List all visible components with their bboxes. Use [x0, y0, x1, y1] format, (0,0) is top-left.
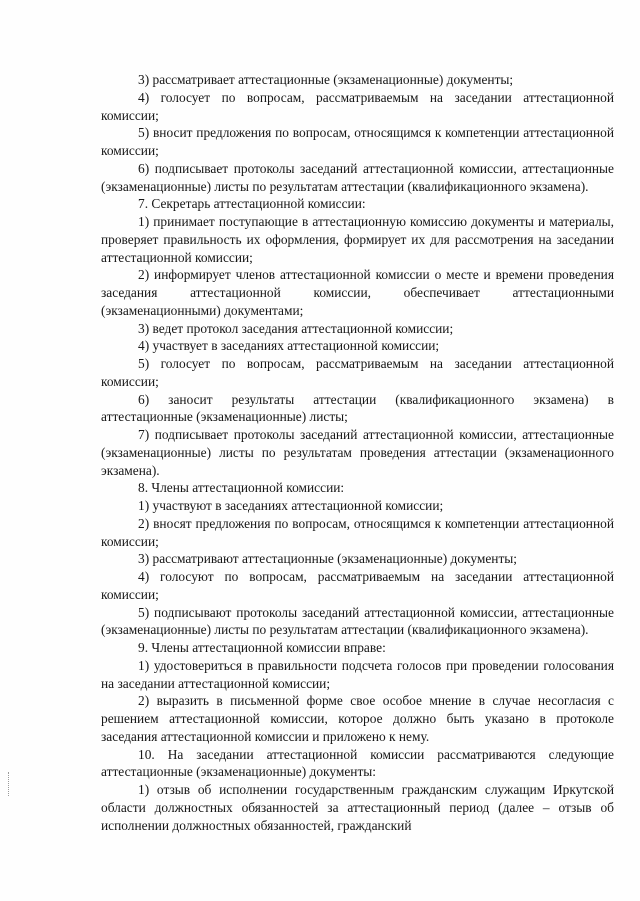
paragraph: 4) участвует в заседаниях аттестационной комиссии; [138, 338, 440, 354]
paragraph: 6) заносит результаты аттестации (квалификационного экзамена) в аттестационные (экзаменационные) листы; [101, 391, 614, 425]
paragraph: 1) принимает поступающие в аттестационную комиссию документы и материалы, проверяет правильность их оформления, формирует их для рассмотрения на заседании аттестационной комиссии; [101, 214, 614, 265]
section-heading: 7. Секретарь аттестационной комиссии: [138, 196, 366, 212]
paragraph: 5) вносит предложения по вопросам, относящимся к компетенции аттестационной комиссии; [101, 125, 614, 158]
document-body [101, 71, 614, 834]
paragraph: 2) выразить в письменной форме свое особое мнение в случае несогласия с решением аттестационной комиссии, которое должно быть указано в протоколе заседания аттестационной комиссии и приложено к нему. [101, 693, 614, 744]
paragraph: 2) информирует членов аттестационной комиссии о месте и времени проведения заседания аттестационной комиссии, обеспечивает аттестационными (экзаменационными) документами; [101, 267, 614, 318]
section-heading: 8. Члены аттестационной комиссии: [138, 480, 345, 496]
paragraph: 1) удостовериться в правильности подсчета голосов при проведении голосования на заседании аттестационной комиссии; [101, 657, 614, 691]
paragraph: 6) подписывает протоколы заседаний аттестационной комиссии, аттестационные (экзаменационные) листы по результатам аттестации (квалификационного экзамена). [101, 160, 614, 194]
paragraph: 2) вносят предложения по вопросам, относящимся к компетенции аттестационной комиссии; [101, 515, 614, 549]
paragraph: 4) голосуют по вопросам, рассматриваемым на заседании аттестационной комиссии; [101, 569, 614, 602]
paragraph: 1) участвуют в заседаниях аттестационной комиссии; [138, 498, 444, 513]
paragraph: 5) голосует по вопросам, рассматриваемым на заседании аттестационной комиссии; [101, 356, 614, 389]
section-heading: 10. На заседании аттестационной комиссии рассматриваются следующие аттестационные (экзаменационные) документы: [101, 746, 614, 780]
scan-margin-mark [8, 772, 10, 796]
paragraph: 1) отзыв об исполнении государственным гражданским служащим Иркутской области должностных обязанностей за аттестационный период (далее – отзыв об исполнении должностных обязанностей, гражданский [101, 782, 614, 833]
paragraph: 3) рассматривают аттестационные (экзаменационные) документы; [138, 551, 518, 567]
section-heading: 9. Члены аттестационной комиссии вправе: [138, 640, 386, 655]
paragraph: 3) рассматривает аттестационные (экзаменационные) документы; [138, 72, 514, 87]
paragraph: 7) подписывает протоколы заседаний аттестационной комиссии, аттестационные (экзаменационные) листы по результатам проведения аттестации (экзаменационного экзамена). [101, 427, 614, 478]
paragraph: 4) голосует по вопросам, рассматриваемым на заседании аттестационной комиссии; [101, 89, 614, 123]
paragraph: 3) ведет протокол заседания аттестационной комиссии; [138, 320, 454, 336]
paragraph: 5) подписывают протоколы заседаний аттестационной комиссии, аттестационные (экзаменационные) листы по результатам аттестации (квалификационного экзамена). [101, 604, 614, 638]
